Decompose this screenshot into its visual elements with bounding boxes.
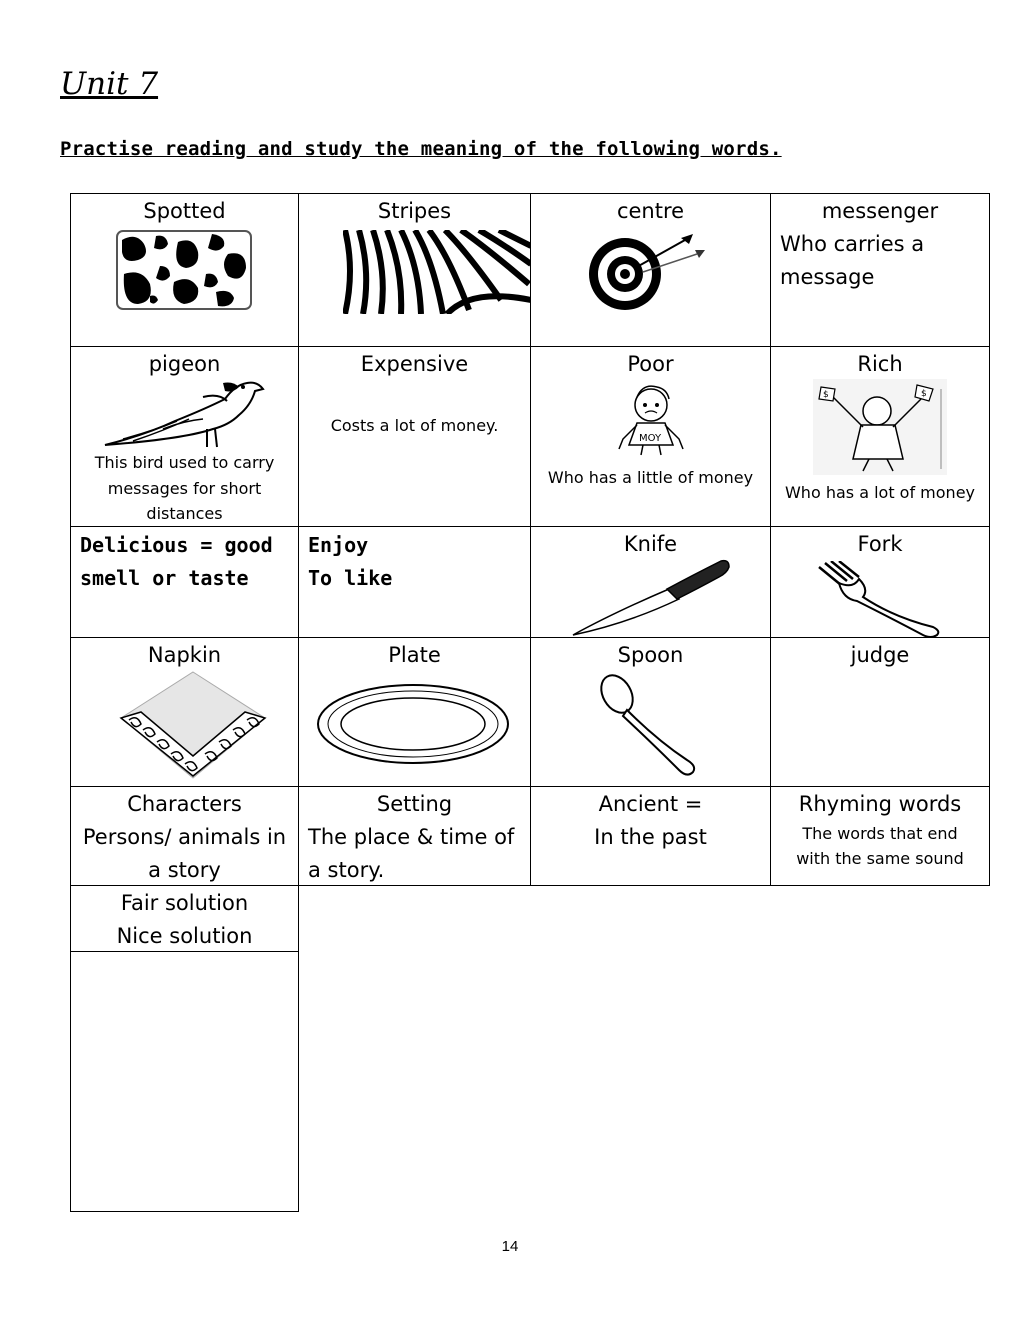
unit-title: Unit 7: [60, 66, 159, 102]
word-plate: Plate: [388, 643, 441, 667]
definition-rhyming-line2: with the same sound: [796, 849, 964, 868]
word-spotted: Spotted: [143, 199, 226, 223]
definition-characters-line1: Persons/ animals in: [82, 825, 287, 849]
enjoy-line2: To like: [308, 566, 393, 590]
word-ancient: Ancient =: [598, 792, 703, 816]
cell-delicious: [70, 526, 299, 638]
rich-person-icon: [813, 379, 947, 475]
definition-rhyming-line1: The words that end: [802, 824, 958, 843]
definition-setting-line1: The place & time of: [308, 825, 515, 849]
word-rich: Rich: [857, 352, 903, 376]
fair-solution-line1: Fair solution: [120, 891, 249, 915]
enjoy-line1: Enjoy: [308, 533, 369, 557]
fork-icon: [815, 561, 945, 637]
word-judge: judge: [850, 643, 910, 667]
definition-pigeon-line3: distances: [146, 504, 223, 523]
definition-pigeon-line1: This bird used to carry: [94, 453, 275, 472]
definition-rich: Who has a lot of money: [784, 483, 976, 502]
word-stripes: Stripes: [377, 199, 452, 223]
word-centre: centre: [616, 199, 685, 223]
cell-fair-solution: [70, 885, 299, 952]
plate-icon: [315, 682, 511, 766]
cell-judge: [770, 637, 990, 787]
cell-messenger: [770, 193, 990, 347]
cell-plate: [298, 637, 531, 787]
word-spoon: Spoon: [617, 643, 684, 667]
pigeon-icon: [103, 377, 267, 449]
cell-napkin: [70, 637, 299, 787]
knife-icon: [569, 559, 731, 637]
cell-rich: [770, 346, 990, 527]
spoon-icon: [597, 672, 707, 776]
cell-enjoy: [298, 526, 531, 638]
definition-messenger-line1: Who carries a: [780, 232, 925, 256]
cell-expensive: [298, 346, 531, 527]
definition-poor: Who has a little of money: [547, 468, 754, 487]
svg-text:MOY: MOY: [639, 433, 662, 444]
cell-stripes: [298, 193, 531, 347]
word-poor: Poor: [627, 352, 674, 376]
cell-setting: [298, 786, 531, 886]
word-pigeon: pigeon: [148, 352, 221, 376]
definition-setting-line2: a story.: [308, 858, 385, 882]
word-napkin: Napkin: [147, 643, 222, 667]
instruction: Practise reading and study the meaning of the following words.: [60, 138, 782, 160]
definition-ancient: In the past: [594, 825, 707, 849]
spotted-pattern-icon: [116, 230, 252, 310]
delicious-line2: smell or taste: [80, 566, 249, 590]
napkin-icon: [113, 668, 273, 784]
cell-centre: [530, 193, 771, 347]
svg-text:$: $: [921, 389, 927, 399]
cell-ancient: [530, 786, 771, 886]
cell-knife: [530, 526, 771, 638]
definition-expensive: Costs a lot of money.: [330, 416, 499, 435]
word-fork: Fork: [857, 532, 903, 556]
cell-spoon: [530, 637, 771, 787]
cell-fork: [770, 526, 990, 638]
svg-text:$: $: [823, 390, 829, 400]
cell-spotted: [70, 193, 299, 347]
word-characters: Characters: [127, 792, 242, 816]
page-number: 14: [501, 1238, 519, 1255]
cell-rhyming-words: [770, 786, 990, 886]
definition-characters-line2: a story: [148, 858, 221, 882]
word-expensive: Expensive: [360, 352, 469, 376]
word-setting: Setting: [376, 792, 453, 816]
word-rhyming-words: Rhyming words: [798, 792, 962, 816]
definition-messenger-line2: message: [780, 265, 875, 289]
definition-pigeon-line2: messages for short: [107, 479, 262, 498]
fair-solution-line2: Nice solution: [116, 924, 253, 948]
delicious-line1: Delicious = good: [80, 533, 273, 557]
word-knife: Knife: [623, 532, 678, 556]
word-messenger: messenger: [821, 199, 939, 223]
cell-pigeon: [70, 346, 299, 527]
stripes-pattern-icon: [343, 230, 531, 314]
target-icon: [585, 232, 715, 312]
poor-person-icon: [601, 383, 701, 457]
cell-poor: [530, 346, 771, 527]
cell-characters: [70, 786, 299, 886]
cell-empty: [70, 951, 299, 1212]
